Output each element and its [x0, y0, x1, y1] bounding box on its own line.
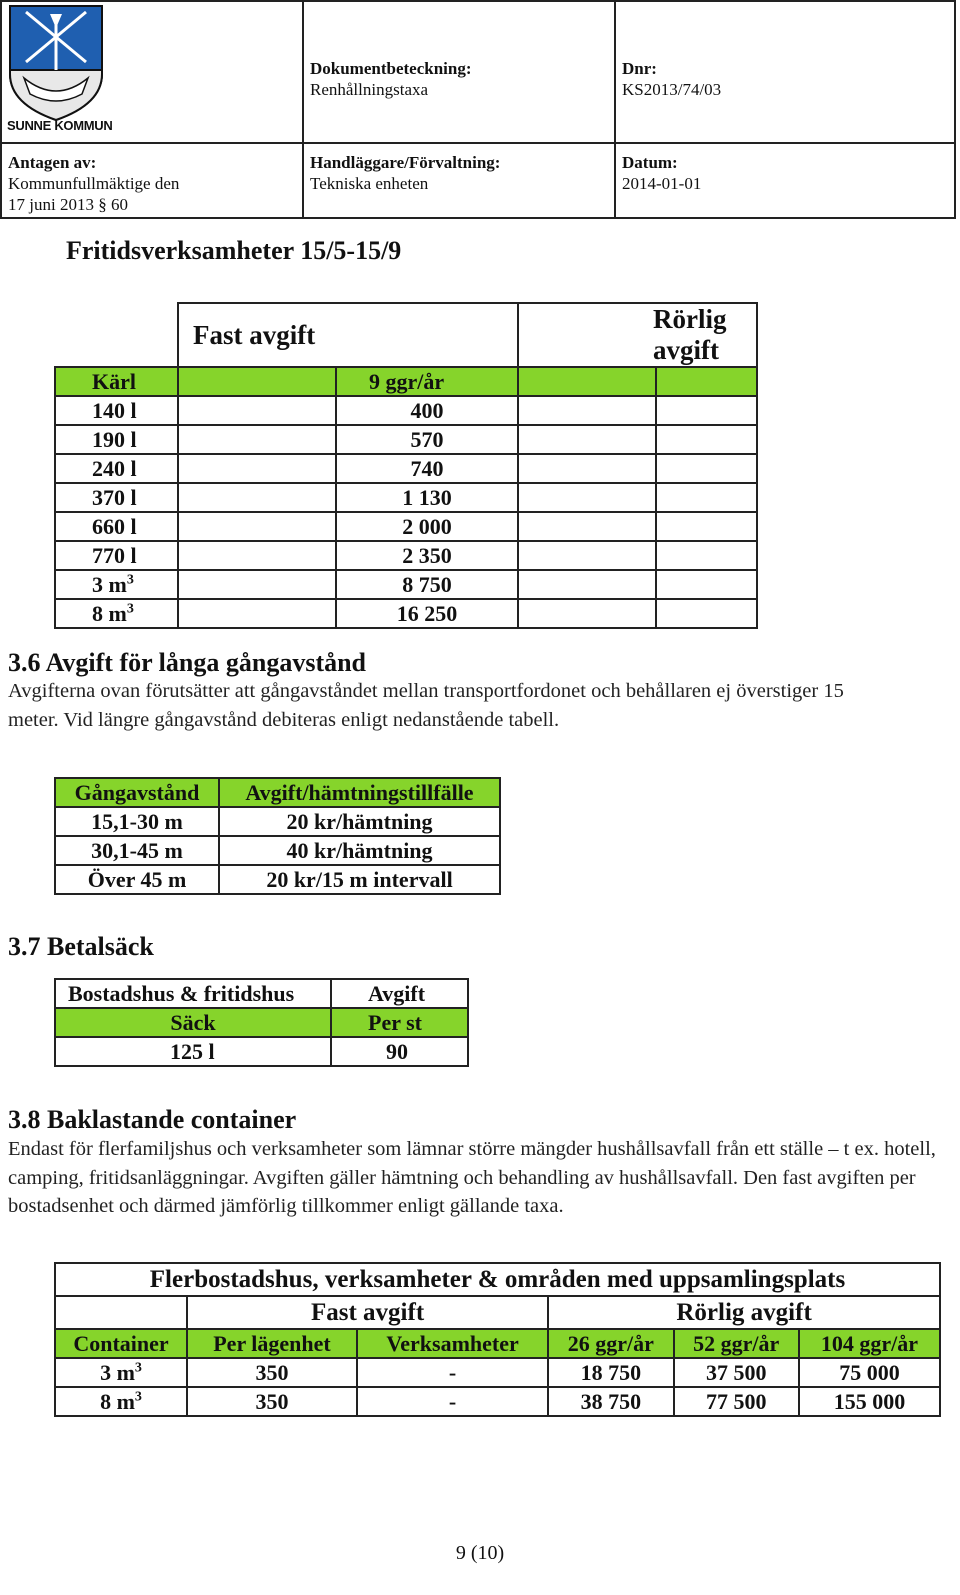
column-header: 104 ggr/år [799, 1329, 940, 1358]
column-header: Per lägenhet [187, 1329, 357, 1358]
adopted-date: 17 juni 2013 § 60 [8, 195, 128, 214]
pay-bag-table [54, 978, 469, 1067]
empty-cell [55, 303, 178, 367]
empty-cell [518, 454, 656, 483]
section-3-6-text: Avgifterna ovan förutsätter att gångavståndet mellan transportfordonet och behållaren ej överstiger 15 meter. Vid längre gångavstånd debiteras enligt nedanstående tabell. [8, 680, 844, 731]
table-row [55, 1358, 940, 1387]
table-row [55, 1387, 940, 1416]
bin-fee: 8 750 [336, 570, 518, 599]
container-table-title: Flerbostadshus, verksamheter & områden med uppsamlingsplats [55, 1263, 940, 1296]
section-title-fritid: Fritidsverksamheter 15/5-15/9 [66, 236, 402, 265]
walking-distance: Över 45 m [55, 865, 219, 894]
empty-cell [518, 570, 656, 599]
empty-cell [656, 367, 757, 396]
empty-cell [178, 599, 336, 628]
adopted-cell [1, 143, 303, 218]
handler-label: Handläggare/Förvaltning: [310, 153, 501, 172]
empty-cell [178, 367, 336, 396]
table-row [55, 541, 757, 570]
pickup-fee: 20 kr/hämtning [219, 807, 500, 836]
walking-distance-table [54, 777, 501, 895]
table-row [55, 807, 500, 836]
column-header: 52 ggr/år [674, 1329, 799, 1358]
column-header: Verksamheter [357, 1329, 548, 1358]
fee-cell: - [357, 1358, 548, 1387]
bag-size: 125 l [55, 1037, 331, 1066]
col-housing: Bostadshus & fritidshus [55, 979, 331, 1008]
column-header: 26 ggr/år [548, 1329, 673, 1358]
empty-cell [656, 599, 757, 628]
document-header [0, 0, 956, 219]
fee-cell: 75 000 [799, 1358, 940, 1387]
col-fixed-fee: Fast avgift [178, 303, 518, 367]
fee-cell: 350 [187, 1387, 357, 1416]
bin-fee: 1 130 [336, 483, 518, 512]
bin-size: 8 $m^3$ [55, 599, 178, 628]
empty-cell [178, 454, 336, 483]
empty-cell [656, 541, 757, 570]
col-variable-fee: Rörlig avgift [548, 1296, 940, 1329]
bin-fee: 400 [336, 396, 518, 425]
table-row [55, 599, 757, 628]
col-bin: Kärl [55, 367, 178, 396]
col-walking-distance: Gångavstånd [55, 778, 219, 807]
container-fee-table [54, 1262, 941, 1417]
bin-size: 240 l [55, 454, 178, 483]
section-title-3-6: 3.6 Avgift för långa gångavstånd [8, 648, 367, 677]
empty-cell [518, 367, 656, 396]
date-label: Datum: [622, 153, 678, 172]
fee-cell: 350 [187, 1358, 357, 1387]
fee-cell: 77 500 [674, 1387, 799, 1416]
bin-size: 770 l [55, 541, 178, 570]
column-header: Container [55, 1329, 187, 1358]
empty-cell [178, 541, 336, 570]
fritid-fee-table [54, 302, 758, 629]
handler-value: Tekniska enheten [310, 174, 429, 193]
dnr-cell [615, 1, 955, 143]
section-3-8-text: Endast för flerfamiljshus och verksamheter som lämnar större mängder hushållsavfall från ett ställe – t ex. hotell, camping, fritidsanläggningar. Avgiften gäller hämtning och behandling av hushållsavfall. Den fast avgiften per bostadsenhet och därmed jämförlig tillkommer enligt gällande taxa. [8, 1138, 936, 1217]
doc-designation-label: Dokumentbeteckning: [310, 59, 472, 78]
handler-cell [303, 143, 615, 218]
empty-cell [656, 570, 757, 599]
adopted-value: Kommunfullmäktige den [8, 174, 180, 193]
fee-cell: 37 500 [674, 1358, 799, 1387]
table-row [55, 570, 757, 599]
empty-cell [518, 425, 656, 454]
section-title-3-8: 3.8 Baklastande container [8, 1105, 297, 1134]
adopted-label: Antagen av: [8, 153, 97, 172]
fee-cell: 155 000 [799, 1387, 940, 1416]
empty-cell [656, 512, 757, 541]
empty-cell [55, 1296, 187, 1329]
municipality-name: SUNNE KOMMUN [7, 118, 113, 133]
pickup-fee: 40 kr/hämtning [219, 836, 500, 865]
table-row [55, 865, 500, 894]
col-fixed-fee: Fast avgift [187, 1296, 548, 1329]
container-size: 8 $m^3$ [55, 1387, 187, 1416]
fee-cell: 38 750 [548, 1387, 673, 1416]
bin-size: 3 $m^3$ [55, 570, 178, 599]
fritid-header-row [55, 367, 757, 396]
bin-fee: 2 000 [336, 512, 518, 541]
walking-distance: 30,1-45 m [55, 836, 219, 865]
empty-cell [656, 483, 757, 512]
empty-cell [656, 396, 757, 425]
empty-cell [656, 425, 757, 454]
walking-distance: 15,1-30 m [55, 807, 219, 836]
col-variable-fee: Rörlig avgift [518, 303, 757, 367]
container-columns-row [55, 1329, 940, 1358]
sub-per-item: Per st [331, 1008, 468, 1037]
table-row [55, 483, 757, 512]
date-value: 2014-01-01 [622, 174, 702, 193]
empty-cell [518, 541, 656, 570]
doc-designation-value: Renhållningstaxa [310, 80, 429, 99]
bin-fee: 570 [336, 425, 518, 454]
fee-cell: 18 750 [548, 1358, 673, 1387]
table-row [55, 836, 500, 865]
empty-cell [178, 570, 336, 599]
logo-cell [1, 1, 303, 143]
fee-cell: - [357, 1387, 548, 1416]
container-size: 3 $m^3$ [55, 1358, 187, 1387]
bin-fee: 2 350 [336, 541, 518, 570]
col-frequency: 9 ggr/år [336, 367, 518, 396]
bin-size: 140 l [55, 396, 178, 425]
table-row [55, 454, 757, 483]
table-row [55, 512, 757, 541]
col-fee: Avgift [331, 979, 468, 1008]
table-row [55, 396, 757, 425]
empty-cell [178, 425, 336, 454]
empty-cell [656, 454, 757, 483]
empty-cell [518, 483, 656, 512]
bin-size: 370 l [55, 483, 178, 512]
sub-bag: Säck [55, 1008, 331, 1037]
page-number: 9 (10) [455, 1542, 505, 1564]
bag-fee: 90 [331, 1037, 468, 1066]
bin-fee: 740 [336, 454, 518, 483]
date-cell [615, 143, 955, 218]
empty-cell [518, 396, 656, 425]
municipality-crest-icon [6, 4, 106, 132]
bin-size: 660 l [55, 512, 178, 541]
empty-cell [178, 512, 336, 541]
table-row [55, 425, 757, 454]
dnr-value: KS2013/74/03 [622, 80, 722, 99]
pickup-fee: 20 kr/15 m intervall [219, 865, 500, 894]
bin-size: 190 l [55, 425, 178, 454]
empty-cell [178, 396, 336, 425]
empty-cell [178, 483, 336, 512]
col-fee-per-pickup: Avgift/hämtningstillfälle [219, 778, 500, 807]
bin-fee: 16 250 [336, 599, 518, 628]
doc-designation-cell [303, 1, 615, 143]
section-title-3-7: 3.7 Betalsäck [8, 932, 154, 961]
empty-cell [518, 599, 656, 628]
empty-cell [518, 512, 656, 541]
dnr-label: Dnr: [622, 59, 657, 78]
